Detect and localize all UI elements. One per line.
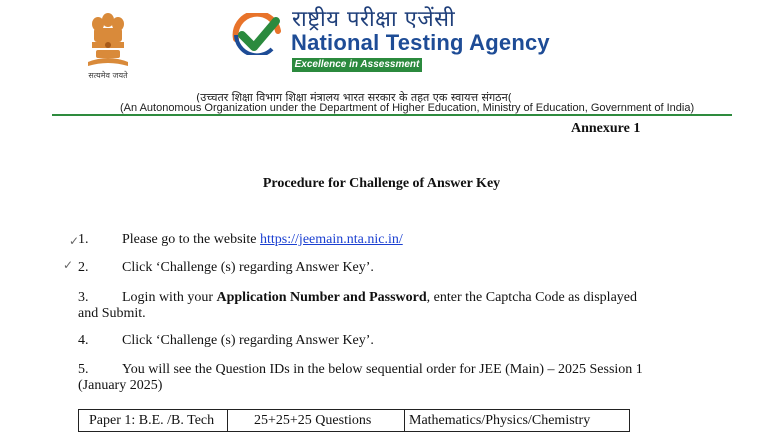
emblem-icon [82,6,134,70]
org-name: National Testing Agency [291,30,550,55]
step-number: 1. [78,232,89,247]
national-emblem [82,6,134,82]
emblem-motto: सत्यमेव जयते [88,71,128,80]
step-continuation: and Submit. [78,306,146,321]
table-cell: Paper 1: B.E. /B. Tech [79,410,228,432]
table-cell: 25+25+25 Questions [228,410,405,432]
step-text [122,232,403,248]
page-heading: Procedure for Challenge of Answer Key [262,176,501,191]
step-text [122,290,637,306]
step-continuation: (January 2025) [78,378,163,393]
english-subtitle: (An Autonomous Organization under the Department of Higher Education, Ministry of Education, Government of India) [120,102,695,114]
step-text-part: , enter the Captcha Code as displayed [426,290,637,305]
table-row [79,410,630,432]
hindi-title: राष्ट्रीय परीक्षा एजेंसी [292,7,456,32]
step-number: 2. [78,260,89,275]
step-text: Click ‘Challenge (s) regarding Answer Key’. [122,333,374,348]
step-text-part: Login with your [122,290,217,305]
handwritten-tick-icon: ✓ [69,234,80,248]
step-text: Click ‘Challenge (s) regarding Answer Key’. [122,260,374,275]
step-text: You will see the Question IDs in the below sequential order for JEE (Main) – 2025 Session 1 [122,362,643,377]
step-number: 3. [78,290,89,305]
handwritten-tick-icon: ✓ [63,258,74,272]
hindi-subtitle: (उच्चतर शिक्षा विभाग शिक्षा मंत्रालय भारत सरकार के तहत एक स्वायत्त संगठन( [196,91,512,104]
step-text-part: Please go to the website [122,232,261,247]
website-link[interactable]: https://jeemain.nta.nic.in/ [260,232,403,247]
header-divider [52,114,732,116]
tagline-badge: Excellence in Assessment [292,58,422,72]
nta-logo [232,13,282,55]
annexure-label: Annexure 1 [571,121,641,136]
step-bold-text: Application Number and Password [216,290,427,305]
checkmark-logo-icon [232,13,282,55]
step-number: 4. [78,333,89,348]
step-number: 5. [78,362,89,377]
table-cell: Mathematics/Physics/Chemistry [405,410,630,432]
